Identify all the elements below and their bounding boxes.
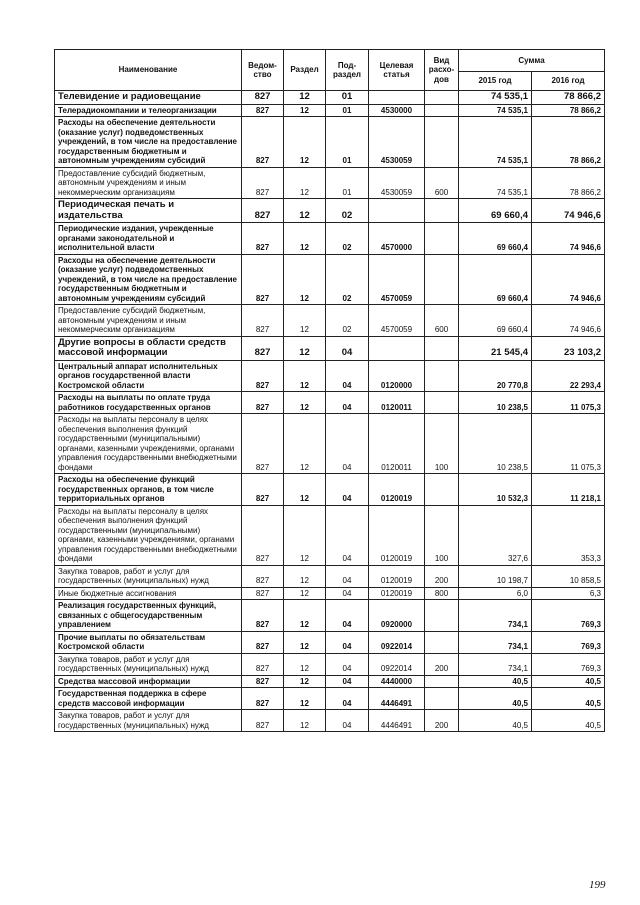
row-razdel: 12 [284,254,326,305]
table-row [55,104,605,117]
row-celevaya [369,199,425,223]
row-celevaya: 4440000 [369,675,425,688]
row-sum-2015: 40,5 [459,710,532,732]
header-celevaya: Целевая статья [369,50,425,91]
row-name: Телерадиокомпании и телеорганизации [55,104,242,117]
row-sum-2015: 10 198,7 [459,565,532,587]
table-row [55,254,605,305]
row-celevaya: 4570059 [369,254,425,305]
row-razdel: 12 [284,688,326,710]
row-celevaya: 4446491 [369,688,425,710]
row-vid: 600 [425,305,459,337]
row-vid [425,600,459,632]
row-vedomstvo: 827 [242,587,284,600]
row-vedomstvo: 827 [242,474,284,506]
row-sum-2016: 78 866,2 [532,117,605,168]
table-row [55,392,605,414]
row-vedomstvo: 827 [242,360,284,392]
row-vid [425,474,459,506]
row-sum-2016: 74 946,6 [532,305,605,337]
row-vedomstvo: 827 [242,117,284,168]
row-sum-2016: 40,5 [532,710,605,732]
row-name: Расходы на обеспечение деятельности (оказание услуг) подведомственных учреждений, в том числе на предоставление государственным бюджетным и автономным учреждениям субсидий [55,117,242,168]
row-razdel: 12 [284,710,326,732]
row-celevaya: 0120000 [369,360,425,392]
row-podrazdel: 04 [326,631,369,653]
row-sum-2016: 6,3 [532,587,605,600]
row-podrazdel: 01 [326,117,369,168]
row-podrazdel: 04 [326,710,369,732]
row-celevaya [369,91,425,105]
row-razdel: 12 [284,360,326,392]
row-vedomstvo: 827 [242,631,284,653]
row-razdel: 12 [284,675,326,688]
row-sum-2016: 78 866,2 [532,167,605,199]
row-sum-2016: 78 866,2 [532,91,605,105]
table-row [55,223,605,255]
row-sum-2016: 769,3 [532,600,605,632]
row-vid [425,336,459,360]
table-body [55,91,605,732]
row-vedomstvo: 827 [242,675,284,688]
row-celevaya: 4530059 [369,167,425,199]
row-vedomstvo: 827 [242,91,284,105]
row-vedomstvo: 827 [242,305,284,337]
row-razdel: 12 [284,91,326,105]
row-razdel: 12 [284,565,326,587]
row-celevaya [369,336,425,360]
row-name: Телевидение и радиовещание [55,91,242,105]
row-celevaya: 4530059 [369,117,425,168]
header-summa: Сумма [459,50,605,72]
row-vedomstvo: 827 [242,104,284,117]
row-vid: 100 [425,505,459,565]
row-razdel: 12 [284,631,326,653]
row-sum-2015: 74 535,1 [459,104,532,117]
row-podrazdel: 04 [326,505,369,565]
table-row [55,474,605,506]
row-podrazdel: 01 [326,167,369,199]
row-name: Предоставление субсидий бюджетным, автономным учреждениям и иным некоммерческим организациям [55,167,242,199]
table-row [55,688,605,710]
row-vid: 200 [425,710,459,732]
table-row [55,305,605,337]
row-sum-2016: 10 858,5 [532,565,605,587]
table-row [55,675,605,688]
table-row [55,117,605,168]
row-name: Расходы на обеспечение деятельности (оказание услуг) подведомственных учреждений, в том числе на предоставление государственным бюджетным и автономным учреждениям субсидий [55,254,242,305]
row-podrazdel: 04 [326,587,369,600]
row-sum-2015: 21 545,4 [459,336,532,360]
row-sum-2015: 74 535,1 [459,167,532,199]
row-vedomstvo: 827 [242,600,284,632]
row-name: Закупка товаров, работ и услуг для государственных (муниципальных) нужд [55,565,242,587]
row-sum-2015: 74 535,1 [459,91,532,105]
row-vid: 200 [425,565,459,587]
row-podrazdel: 01 [326,104,369,117]
row-vid [425,631,459,653]
row-vid: 100 [425,414,459,474]
row-sum-2016: 78 866,2 [532,104,605,117]
row-podrazdel: 04 [326,336,369,360]
budget-page [54,49,604,732]
row-sum-2016: 11 075,3 [532,414,605,474]
row-podrazdel: 02 [326,305,369,337]
row-celevaya: 0120011 [369,392,425,414]
row-podrazdel: 04 [326,600,369,632]
table-row [55,600,605,632]
row-podrazdel: 04 [326,414,369,474]
row-vedomstvo: 827 [242,254,284,305]
row-name: Расходы на выплаты персоналу в целях обеспечения выполнения функций государственными (муниципальными) органами, казенными учреждениями, органами управления государственными внебюджетными фондами [55,414,242,474]
header-razdel: Раздел [284,50,326,91]
row-vedomstvo: 827 [242,505,284,565]
row-sum-2015: 734,1 [459,653,532,675]
table-row [55,587,605,600]
row-vid [425,223,459,255]
row-vedomstvo: 827 [242,223,284,255]
row-vid [425,199,459,223]
row-celevaya: 0120011 [369,414,425,474]
row-vedomstvo: 827 [242,710,284,732]
row-vid: 600 [425,167,459,199]
row-name: Центральный аппарат исполнительных органов государственной власти Костромской области [55,360,242,392]
row-sum-2015: 69 660,4 [459,305,532,337]
row-name: Расходы на выплаты персоналу в целях обеспечения выполнения функций государственными (муниципальными) органами, казенными учреждениями, органами управления государственными внебюджетными фондами [55,505,242,565]
row-name: Закупка товаров, работ и услуг для государственных (муниципальных) нужд [55,710,242,732]
row-sum-2015: 20 770,8 [459,360,532,392]
row-name: Государственная поддержка в сфере средств массовой информации [55,688,242,710]
row-celevaya: 0120019 [369,587,425,600]
row-podrazdel: 02 [326,199,369,223]
row-podrazdel: 04 [326,474,369,506]
row-sum-2015: 10 238,5 [459,392,532,414]
row-sum-2016: 23 103,2 [532,336,605,360]
row-name: Расходы на выплаты по оплате труда работников государственных органов [55,392,242,414]
row-sum-2016: 353,3 [532,505,605,565]
row-sum-2016: 40,5 [532,688,605,710]
budget-table [54,49,605,732]
row-podrazdel: 04 [326,653,369,675]
row-name: Реализация государственных функций, связанных с общегосударственным управлением [55,600,242,632]
row-razdel: 12 [284,587,326,600]
row-razdel: 12 [284,505,326,565]
row-vid: 800 [425,587,459,600]
header-year-2015: 2015 год [459,72,532,91]
row-sum-2016: 11 075,3 [532,392,605,414]
row-sum-2016: 74 946,6 [532,254,605,305]
row-vedomstvo: 827 [242,167,284,199]
header-year-2016: 2016 год [532,72,605,91]
row-razdel: 12 [284,223,326,255]
row-razdel: 12 [284,653,326,675]
row-vid [425,117,459,168]
row-razdel: 12 [284,474,326,506]
row-podrazdel: 02 [326,223,369,255]
row-name: Закупка товаров, работ и услуг для государственных (муниципальных) нужд [55,653,242,675]
row-podrazdel: 04 [326,675,369,688]
row-razdel: 12 [284,600,326,632]
row-sum-2016: 40,5 [532,675,605,688]
row-razdel: 12 [284,117,326,168]
row-sum-2016: 22 293,4 [532,360,605,392]
row-name: Средства массовой информации [55,675,242,688]
row-sum-2016: 769,3 [532,653,605,675]
table-row [55,199,605,223]
row-sum-2015: 10 238,5 [459,414,532,474]
row-razdel: 12 [284,305,326,337]
row-podrazdel: 02 [326,254,369,305]
row-celevaya: 0920000 [369,600,425,632]
row-celevaya: 4446491 [369,710,425,732]
row-razdel: 12 [284,392,326,414]
row-vid [425,254,459,305]
row-sum-2015: 69 660,4 [459,223,532,255]
row-podrazdel: 04 [326,360,369,392]
table-row [55,653,605,675]
row-sum-2015: 734,1 [459,600,532,632]
row-sum-2015: 69 660,4 [459,199,532,223]
row-podrazdel: 04 [326,392,369,414]
table-row [55,336,605,360]
row-sum-2016: 74 946,6 [532,223,605,255]
row-celevaya: 0922014 [369,631,425,653]
row-vid [425,91,459,105]
row-sum-2016: 74 946,6 [532,199,605,223]
row-vid [425,104,459,117]
row-vid [425,360,459,392]
row-vid [425,688,459,710]
row-sum-2015: 734,1 [459,631,532,653]
row-podrazdel: 04 [326,688,369,710]
row-vid [425,675,459,688]
row-celevaya: 4530000 [369,104,425,117]
row-razdel: 12 [284,414,326,474]
table-row [55,710,605,732]
row-razdel: 12 [284,336,326,360]
row-podrazdel: 01 [326,91,369,105]
header-vedomstvo: Ведом-ство [242,50,284,91]
row-celevaya: 0120019 [369,505,425,565]
row-vedomstvo: 827 [242,392,284,414]
row-vid: 200 [425,653,459,675]
row-vid [425,392,459,414]
row-sum-2016: 769,3 [532,631,605,653]
row-vedomstvo: 827 [242,414,284,474]
row-name: Расходы на обеспечение функций государственных органов, в том числе территориальных органов [55,474,242,506]
row-vedomstvo: 827 [242,688,284,710]
table-row [55,565,605,587]
row-sum-2016: 11 218,1 [532,474,605,506]
row-razdel: 12 [284,199,326,223]
row-celevaya: 0120019 [369,474,425,506]
table-row [55,91,605,105]
row-celevaya: 4570000 [369,223,425,255]
row-celevaya: 0922014 [369,653,425,675]
row-name: Периодическая печать и издательства [55,199,242,223]
row-name: Предоставление субсидий бюджетным, автономным учреждениям и иным некоммерческим организациям [55,305,242,337]
row-name: Другие вопросы в области средств массовой информации [55,336,242,360]
table-row [55,360,605,392]
table-row [55,631,605,653]
table-row [55,505,605,565]
row-name: Периодические издания, учрежденные органами законодательной и исполнительной власти [55,223,242,255]
row-celevaya: 4570059 [369,305,425,337]
row-sum-2015: 69 660,4 [459,254,532,305]
header-name: Наименование [55,50,242,91]
row-celevaya: 0120019 [369,565,425,587]
row-sum-2015: 40,5 [459,675,532,688]
row-vedomstvo: 827 [242,199,284,223]
row-sum-2015: 10 532,3 [459,474,532,506]
table-row [55,414,605,474]
header-vid: Вид расхо-дов [425,50,459,91]
row-sum-2015: 74 535,1 [459,117,532,168]
row-name: Прочие выплаты по обязательствам Костромской области [55,631,242,653]
row-vedomstvo: 827 [242,336,284,360]
row-podrazdel: 04 [326,565,369,587]
row-name: Иные бюджетные ассигнования [55,587,242,600]
row-razdel: 12 [284,104,326,117]
row-sum-2015: 40,5 [459,688,532,710]
table-row [55,167,605,199]
row-razdel: 12 [284,167,326,199]
row-vedomstvo: 827 [242,653,284,675]
header-podrazdel: Под-раздел [326,50,369,91]
row-sum-2015: 327,6 [459,505,532,565]
row-sum-2015: 6,0 [459,587,532,600]
page-number: 199 [589,879,606,891]
row-vedomstvo: 827 [242,565,284,587]
